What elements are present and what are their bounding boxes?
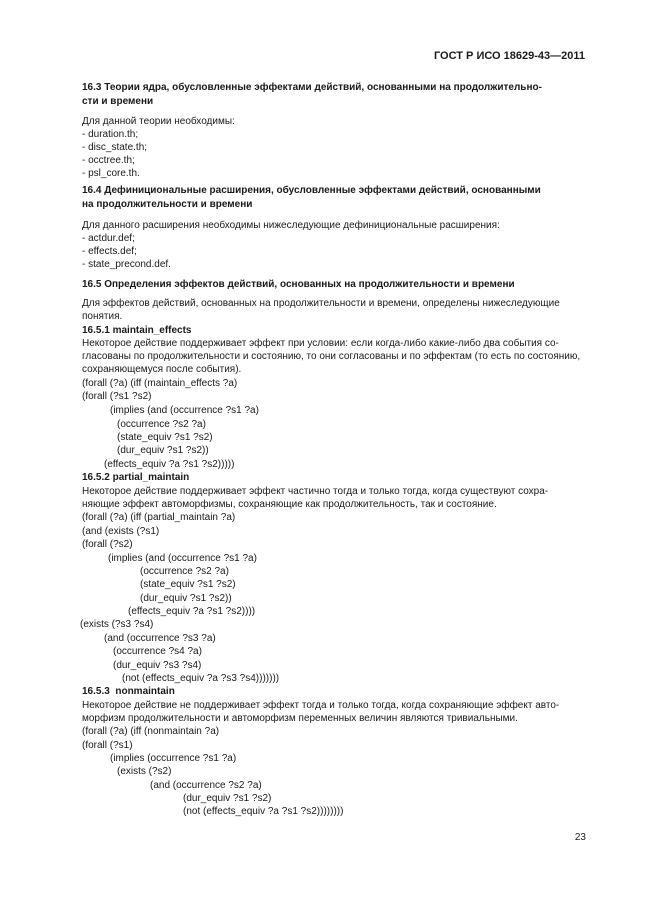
code-line: (forall (?s2) bbox=[82, 539, 133, 550]
code-line: (dur_equiv ?s1 ?s2)) bbox=[117, 445, 209, 456]
code-line: (and (exists (?s1) bbox=[82, 526, 160, 537]
code-line: (implies (occurrence ?s1 ?a) bbox=[110, 753, 237, 764]
code-line: (implies (and (occurrence ?s1 ?a) bbox=[110, 405, 259, 416]
list-item: - actdur.def; bbox=[82, 233, 135, 244]
code-line: (effects_equiv ?a ?s1 ?s2)))) bbox=[128, 606, 256, 617]
section-title: 16.4 Дефинициональные расширения, обусловленные эффектами действий, основанными bbox=[82, 185, 541, 196]
code-line: (forall (?a) (iff (partial_maintain ?a) bbox=[82, 512, 236, 523]
section-title: на продолжительности и времени bbox=[82, 199, 253, 210]
code-line: (not (effects_equiv ?a ?s3 ?s4))))))) bbox=[122, 673, 280, 684]
paragraph: Для данного расширения необходимы нижеследующие дефинициональные расширения: bbox=[82, 220, 500, 231]
code-line: (occurrence ?s2 ?a) bbox=[140, 566, 229, 577]
code-line: (forall (?a) (iff (maintain_effects ?a) bbox=[82, 378, 238, 389]
code-line: (not (effects_equiv ?a ?s1 ?s2)))))))) bbox=[183, 806, 344, 817]
code-line: (exists (?s2) bbox=[117, 766, 172, 777]
paragraph: Для данной теории необходимы: bbox=[82, 116, 235, 127]
list-item: - state_precond.def. bbox=[82, 259, 171, 270]
code-line: (effects_equiv ?a ?s1 ?s2))))) bbox=[104, 459, 235, 470]
code-line: (forall (?s1) bbox=[82, 740, 133, 751]
section-title: 16.5 Определения эффектов действий, основанных на продолжительности и времени bbox=[82, 279, 515, 290]
page-number: 23 bbox=[574, 832, 586, 843]
paragraph: понятия. bbox=[82, 311, 123, 322]
list-item: - occtree.th; bbox=[82, 155, 135, 166]
subsection-title: 16.5.3 nonmaintain bbox=[82, 686, 175, 697]
paragraph: Некоторое действие не поддерживает эффект тогда и только тогда, когда сохраняющие эффект авто- bbox=[82, 700, 560, 711]
list-item: - duration.th; bbox=[82, 129, 139, 140]
paragraph: Некоторое действие поддерживает эффект при условии: если когда-либо какие-либо два события со- bbox=[82, 338, 559, 349]
list-item: - psl_core.th. bbox=[82, 168, 140, 179]
paragraph: Для эффектов действий, основанных на продолжительности и времени, определены нижеследующие bbox=[82, 298, 560, 309]
paragraph: морфизм продолжительности и автоморфизм переменных величин являются тривиальными. bbox=[82, 713, 518, 724]
subsection-title: 16.5.2 partial_maintain bbox=[82, 472, 190, 483]
code-line: (forall (?s1 ?s2) bbox=[82, 391, 152, 402]
section-title: 16.3 Теории ядра, обусловленные эффектами действий, основанными на продолжительно- bbox=[82, 82, 542, 93]
subsection-title: 16.5.1 maintain_effects bbox=[82, 325, 192, 336]
paragraph: гласованы по продолжительности и состоянию, то они согласованы и по эффектам (то есть по состоянию, bbox=[82, 351, 581, 362]
paragraph: сохраняющемуся после события). bbox=[82, 364, 242, 375]
code-line: (and (occurrence ?s2 ?a) bbox=[150, 780, 262, 791]
code-line: (state_equiv ?s1 ?s2) bbox=[117, 432, 213, 443]
section-title: сти и времени bbox=[82, 96, 154, 107]
code-line: (occurrence ?s2 ?a) bbox=[117, 419, 206, 430]
document-header: ГОСТ Р ИСО 18629-43—2011 bbox=[433, 50, 585, 62]
code-line: (state_equiv ?s1 ?s2) bbox=[140, 579, 236, 590]
list-item: - disc_state.th; bbox=[82, 142, 148, 153]
code-line: (and (occurrence ?s3 ?a) bbox=[104, 633, 216, 644]
code-line: (occurrence ?s4 ?a) bbox=[113, 646, 202, 657]
paragraph: няющие эффект автоморфизмы, сохраняющие как продолжительность, так и состояние. bbox=[82, 499, 497, 510]
list-item: - effects.def; bbox=[82, 246, 137, 257]
code-line: (dur_equiv ?s1 ?s2)) bbox=[140, 593, 232, 604]
paragraph: Некоторое действие поддерживает эффект частично тогда и только тогда, когда существуют сохра- bbox=[82, 486, 549, 497]
code-line: (exists (?s3 ?s4) bbox=[80, 619, 154, 630]
code-line: (implies (and (occurrence ?s1 ?a) bbox=[108, 553, 257, 564]
code-line: (dur_equiv ?s1 ?s2) bbox=[183, 793, 272, 804]
code-line: (dur_equiv ?s3 ?s4) bbox=[113, 660, 202, 671]
code-line: (forall (?a) (iff (nonmaintain ?a) bbox=[82, 726, 220, 737]
